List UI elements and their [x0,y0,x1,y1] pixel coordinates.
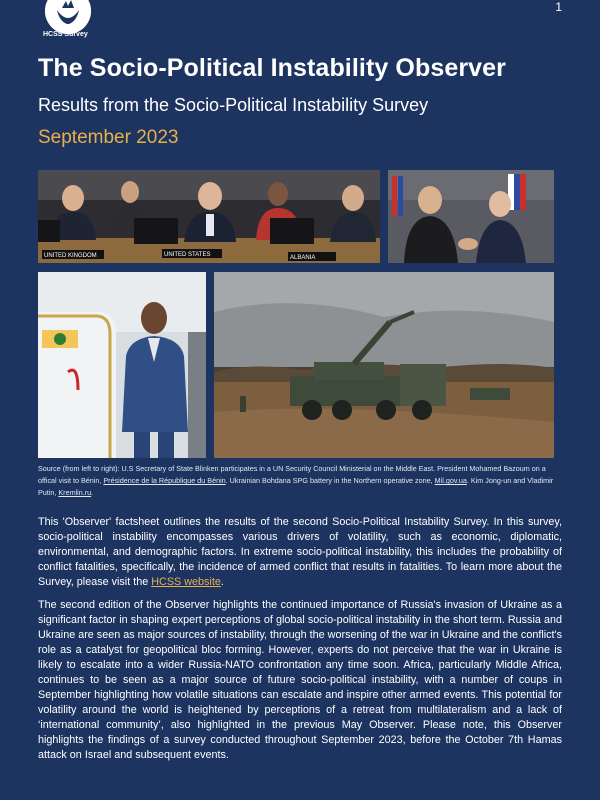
caption-link-kremlin[interactable]: Kremlin.ru [58,488,92,497]
page-subtitle: Results from the Socio-Political Instability Survey [38,95,429,115]
hcss-logo-mark [45,0,91,34]
caption-link-milgov[interactable]: Mil.gov.ua [434,476,467,485]
photo-caption: Source (from left to right): U.S Secretary of State Blinken participates in a UN Security Council Ministerial on the Middle East. President Mohamed Bazoum on a offical visit to Bénin, Présidence de la République du Bénin. Ukrainian Bohdana SPG battery in the Northern operative zone, Mil.gov.ua. Kim Jong-un and Vladimir Putin, Kremlin.ru. [38,464,554,497]
photo-bohdana-spg [214,272,554,458]
un-sign-albania: ALBANIA [290,255,316,261]
un-sign-us: UNITED STATES [164,252,211,258]
page-title: The Socio-Political Instability Observer [38,54,507,82]
logo-text: HCSS Survey [43,31,88,38]
caption-link-benin[interactable]: Présidence de la République du Bénin [103,476,226,485]
page-number: 1 [555,0,562,14]
un-sign-uk: UNITED KINGDOM [44,253,97,259]
report-date: September 2023 [38,127,179,148]
photo-bazoum [38,272,206,458]
findings-paragraph: The second edition of the Observer highlights the continued importance of Russia's invasion of Ukraine as a significant factor in shaping expert perceptions of global socio-political instability in the short term. Russia and Ukraine are seen as major sources of instability, through the worsening of the war in Ukraine and the conflict's role as a catalyst for geopolitical bloc forming. However, experts do not perceive that the war in Ukraine is likely to escalate into a wider Russia-NATO confrontation any time soon. Africa, particularly Middle Africa, continues to be seen as a major source of future socio-political instability, with a number of coups in September highlighting how volatile situations can escalate and inspire other armed events. This potential for volatility around the world is heightened by perceptions of a retreat from multilateralism and a lack of ‘international community’, also highlighted in the previous May Observer. Please note, this Observer highlights the findings of a survey conducted throughout September 2023, before the October 7th Hamas attack on Israel and subsequent events. [38,599,562,761]
hcss-website-link[interactable]: HCSS website [151,576,221,588]
photo-un-security-council [38,170,380,263]
hcss-logo[interactable] [38,0,98,40]
intro-paragraph: This 'Observer' factsheet outlines the results of the second Socio-Political Instability Survey. In this survey, socio-political instability encompasses various drivers of volatility, such as economic, diplomatic, environmental, and demographic factors. In extreme socio-political instability, this includes the probability of conflict fatalities, specifically, the incidence of armed conflict that results in fatalities. To learn more about the Survey, please visit the HCSS website. [38,516,562,588]
photo-kim-putin [388,170,554,263]
